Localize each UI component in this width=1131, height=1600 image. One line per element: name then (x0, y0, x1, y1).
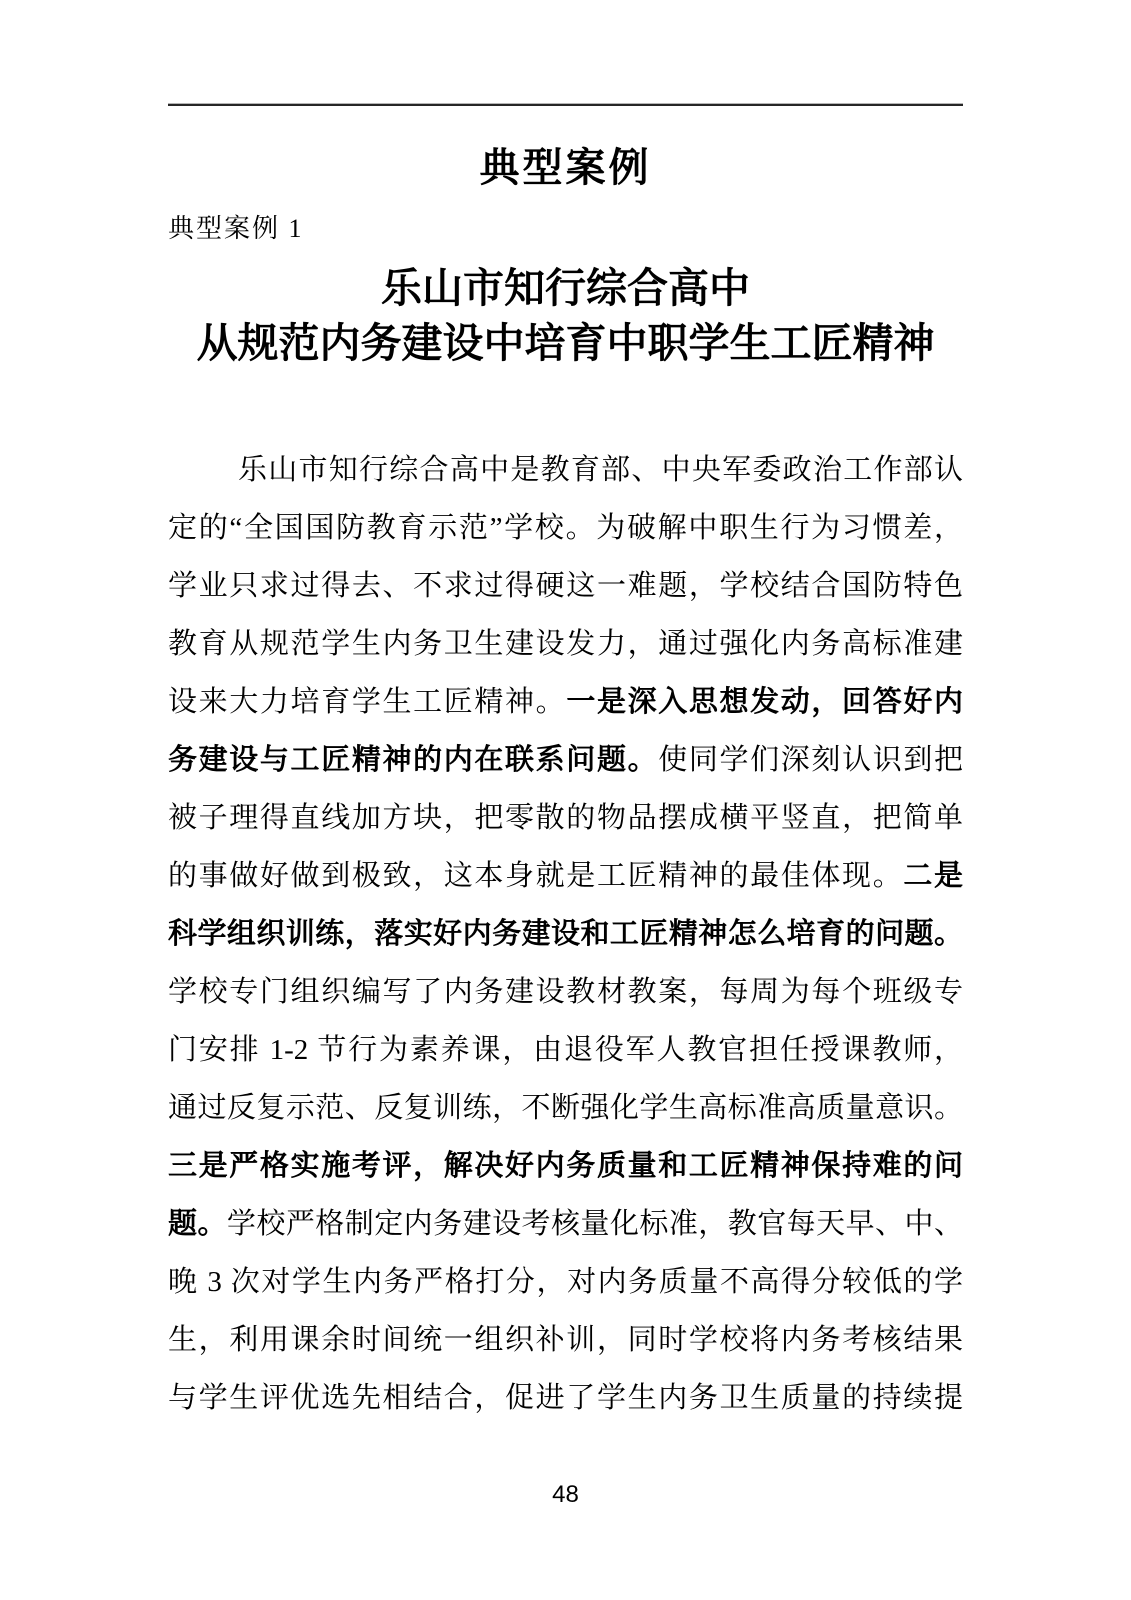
document-title-line-2: 从规范内务建设中培育中职学生工匠精神 (196, 320, 935, 366)
document-title-line-1: 乐山市知行综合高中 (381, 265, 750, 311)
paragraph-line (168, 615, 963, 673)
text-segment: 使同学们深刻认识到把 (658, 744, 963, 776)
text-segment: 设来大力培育学生工匠精神。 (168, 686, 567, 718)
text-segment: 生，利用课余时间统一组织补训，同时学校将内务考核结果 (168, 1324, 963, 1356)
paragraph-line (168, 1253, 963, 1311)
section-title: 典型案例 (479, 145, 652, 190)
paragraph-line (168, 1079, 963, 1137)
text-segment: 门安排 1-2 节行为素养课，由退役军人教官担任授课教师， (168, 1034, 963, 1066)
paragraph-line (168, 731, 963, 789)
paragraph-line (168, 789, 963, 847)
text-segment: 与学生评优选先相结合，促进了学生内务卫生质量的持续提 (168, 1382, 963, 1414)
page-content (168, 103, 963, 1507)
document-title (168, 261, 963, 371)
text-segment: 定的“全国国防教育示范”学校。为破解中职生行为习惯差， (168, 512, 963, 544)
text-segment: 学校专门组织编写了内务建设教材教案，每周为每个班级专 (168, 976, 963, 1008)
bold-text-segment: 务建设与工匠精神的内在联系问题。 (168, 744, 659, 776)
page-number: 48 (552, 1481, 579, 1508)
case-number-label: 典型案例 1 (168, 214, 304, 243)
bold-text-segment: 三是严格实施考评，解决好内务质量和工匠精神保持难的问 (168, 1150, 963, 1182)
text-segment: 学业只求过得去、不求过得硬这一难题，学校结合国防特色 (168, 570, 963, 602)
paragraph-line (168, 847, 963, 905)
text-segment: 教育从规范学生内务卫生建设发力，通过强化内务高标准建 (168, 628, 963, 660)
text-segment: 乐山市知行综合高中是教育部、中央军委政治工作部认 (238, 454, 963, 486)
text-segment: 的事做好做到极致，这本身就是工匠精神的最佳体现。 (168, 860, 904, 892)
paragraph-line (168, 1311, 963, 1369)
text-segment: 学校严格制定内务建设考核量化标准，教官每天早、中、 (226, 1208, 963, 1240)
paragraph-line (168, 499, 963, 557)
text-segment: 晚 3 次对学生内务严格打分，对内务质量不高得分较低的学 (168, 1266, 963, 1298)
bold-text-segment: 一是深入思想发动，回答好内 (566, 686, 963, 718)
paragraph-line (168, 1195, 963, 1253)
paragraph-line (168, 557, 963, 615)
bold-text-segment: 二是 (903, 860, 963, 892)
bold-text-segment: 科学组织训练，落实好内务建设和工匠精神怎么培育的问题。 (168, 918, 963, 950)
bold-text-segment: 题。 (168, 1208, 227, 1240)
text-segment: 被子理得直线加方块，把零散的物品摆成横平竖直，把简单 (168, 802, 963, 834)
paragraph-line (168, 1369, 963, 1427)
paragraph-line (168, 963, 963, 1021)
text-segment: 通过反复示范、反复训练，不断强化学生高标准高质量意识。 (168, 1092, 963, 1124)
paragraph-line (168, 1021, 963, 1079)
paragraph-line (168, 673, 963, 731)
header-divider-line (168, 103, 963, 106)
paragraph-line (168, 1137, 963, 1195)
body-paragraph (168, 441, 963, 1427)
paragraph-line (168, 441, 963, 499)
paragraph-line (168, 905, 963, 963)
